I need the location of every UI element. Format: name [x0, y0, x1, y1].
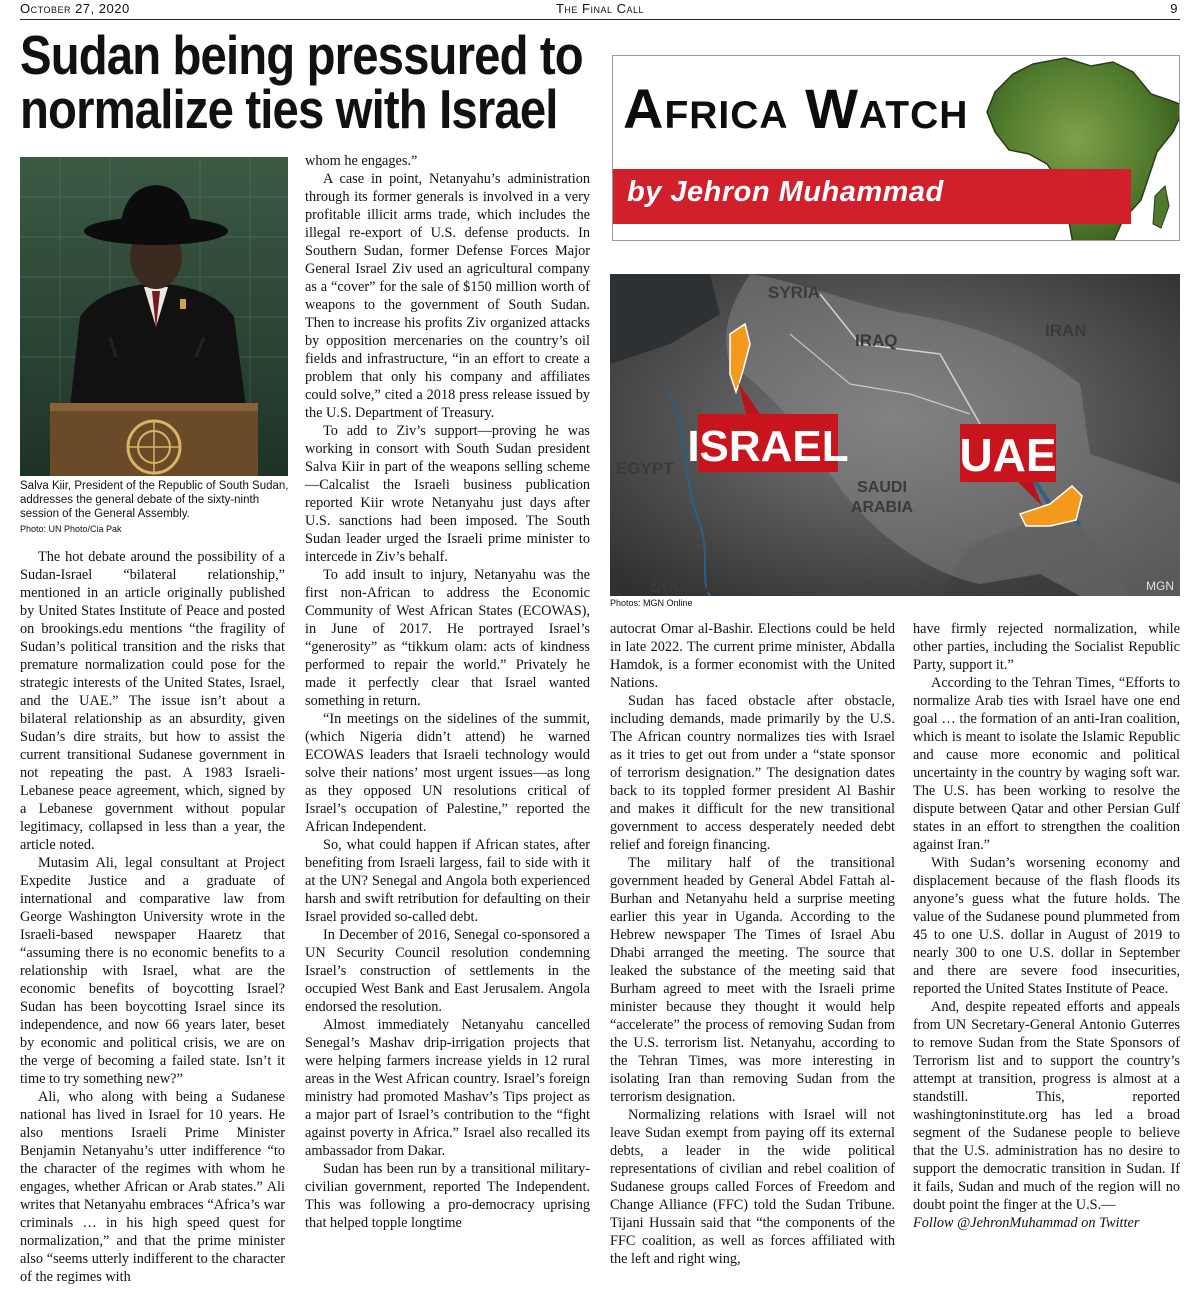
masthead	[20, 0, 1180, 20]
caption-text: Salva Kiir, President of the Republic of South Sudan, addresses the general debate of the sixty-ninth session of the General Assembly.	[20, 480, 289, 520]
israel-callout: ISRAEL	[687, 422, 849, 471]
paragraph: A case in point, Netanyahu’s administration through its former generals is involved in a very profitable illicit arms trade, which includes the illegal re-export of U.S. defense products. In Southern Sudan, former Defense Forces Major General Israel Ziv used an agricultural company as a “cover” for the sale of $150 million worth of weapons to the government of South Sudan. Then to increase his profits Ziv organized attacks by opposition mercenaries on the country’s oil fields and infrastructure, “in an effort to create a problem that only his company and affiliates could solve,” cited a 2018 press release issued by the U.S. Department of Treasury.	[305, 171, 590, 421]
paragraph: The hot debate around the possibility of a Sudan-Israel “bilateral relationship,” mentioned in an article originally published by United States Institute of Peace and posted on brookings.edu mentions “the fragility of Sudan’s political transition and the risks that premature normalization could pose for the strategic interests of the United States, Israel, and the UAE.” The issue isn’t about a bilateral relationship as an absurdity, given Sudan’s dire straits, but how to assist the current transitional Sudanese government in not repeating the past. A 1983 Israeli-Lebanese peace agreement, which, signed by a Lebanese government without popular legitimacy, collapsed in less than a year, the article noted.	[20, 549, 285, 853]
issue-date: October 27, 2020	[20, 1, 130, 16]
map-credit: Photos: MGN Online	[610, 598, 693, 608]
twitter-signoff: Follow @JehronMuhammad on Twitter	[913, 1215, 1140, 1231]
label-egypt: EGYPT	[616, 459, 674, 478]
paragraph: Sudan has been run by a transitional military-civilian government, reported The Independent. This was following a pro-democracy uprising that helped topple longtime	[305, 1161, 590, 1231]
label-iran: IRAN	[1045, 321, 1087, 340]
byline: by Jehron Muhammad	[627, 176, 944, 208]
paragraph: “In meetings on the sidelines of the summit, (which Nigeria didn’t attend) he warned ECOWAS leaders that Israeli technology would solve their nations’ most urgent issues—as long as they opposed UN resolutions critical of Israel’s occupation of Palestine,” reported the African Independent.	[305, 711, 590, 835]
map-watermark: MGN	[1146, 579, 1174, 593]
paragraph: Ali, who along with being a Sudanese national has lived in Israel for 10 years. He also mentions Israeli Prime Minister Benjamin Netanyahu’s utter indifference “to the character of the regimes with whom he engages, whether African or Arab states.” Ali writes that Netanyahu embraces “Africa’s war criminals … in his high speed quest for normalization,” and that the prime minister also “seems utterly indifferent to the character of the regimes with	[20, 1089, 285, 1285]
paragraph: Mutasim Ali, legal consultant at Project Expedite Justice and a graduate of international and comparative law from George Washington University wrote in the Israeli-based newspaper Haaretz that “assuming there is no economic benefits to a relationship with Israel, what are the economic benefits of boycotting Israel? Sudan has been boycotting Israel since its independence, and now 66 years later, beset by economic and political crisis, we are on the verge of becoming a failed state. Isn’t it time to try something new?”	[20, 855, 285, 1087]
paragraph-continued: whom he engages.”	[305, 153, 418, 169]
label-sudan: SUDAN	[650, 577, 711, 596]
headline-line-2: normalize ties with Israel	[20, 78, 558, 140]
paragraph: Sudan has faced obstacle after obstacle, including demands, made primarily by the U.S. The African country normalizes ties with Israel as it tries to get out from under a “state sponsor of terrorism designation.” The designation dates back to its toppled former president Al Bashir and makes it difficult for the new transitional government to access desperately needed debt relief and foreign financing.	[610, 693, 895, 853]
article-column-2	[305, 152, 590, 1290]
article-column-1	[20, 548, 285, 1290]
paper-name: The Final Call	[555, 1, 645, 16]
paragraph: The military half of the transitional government headed by General Abdel Fattah al-Burhan and Netanyahu held a surprise meeting earlier this year in Uganda. According to the Hebrew newspaper The Times of Israel Abu Dhabi arranged the meeting. The source that leaked the substance of the meeting said that Burham agreed to meet with the Israeli prime minister because they thought it would help “accelerate” the process of removing Sudan from the U.S. terrorism list. Netanyahu, according to the Tehran Times, was more interesting in isolating Iran than removing Sudan from the terrorism designation.	[610, 855, 895, 1105]
article-column-3	[610, 620, 895, 1290]
paragraph-continued: autocrat Omar al-Bashir. Elections could be held in late 2022. The current prime minister, Abdalla Hamdok, is a former economist with the United Nations.	[610, 621, 895, 691]
uae-callout: UAE	[959, 429, 1057, 481]
label-arabia: ARABIA	[850, 499, 914, 516]
page-number: 9	[1170, 1, 1178, 16]
salva-kiir-photo	[20, 157, 288, 476]
paragraph-continued: have firmly rejected normalization, while other parties, including the Socialist Republic Party, support it.”	[913, 621, 1180, 673]
label-syria: SYRIA	[768, 283, 820, 302]
paragraph: So, what could happen if African states, after benefiting from Israeli largess, fail to side with it at the UN? Senegal and Angola both experienced harsh and swift retribution for defaulting on their Israel provided so-called debt.	[305, 837, 590, 925]
paragraph: And, despite repeated efforts and appeals from UN Secretary-General Antonio Guterres to remove Sudan from the State Sponsors of Terrorism list and to support the country’s attempt at transition, progress is almost at a standstill. This, reported washingtoninstitute.org has led a broad segment of the Sudanese people to believe that the U.S. administration has no desire to support the democratic transition in Sudan. If it fails, Sudan and much of the region will no doubt point the finger at the U.S.—	[913, 999, 1180, 1213]
africa-watch-banner	[612, 55, 1180, 241]
article-column-4	[913, 620, 1180, 1290]
label-iraq: IRAQ	[855, 331, 898, 350]
photo-credit: Photo: UN Photo/Cia Pak	[20, 524, 122, 534]
photo-caption	[20, 479, 292, 536]
paragraph: Normalizing relations with Israel will not leave Sudan exempt from paying off its external debts, a leader in the wide political representations of civilian and rebel coalition of Sudanese groups called Forces of Freedom and Change Alliance (FFC) told the Sudan Tribune. Tijani Hussain said that “the components of the FFC coalition, as well as forces affiliated with the left and right wing,	[610, 1107, 895, 1267]
paragraph: Almost immediately Netanyahu cancelled Senegal’s Mashav drip-irrigation projects that were helping farmers increase yields in 12 rural areas in the West African country. Israel’s foreign ministry had promoted Mashav’s Tips project as a major part of Israel’s contribution to the “fight against poverty in Africa.” Israel also recalled its ambassador from Dakar.	[305, 1017, 590, 1159]
paragraph: According to the Tehran Times, “Efforts to normalize Arab ties with Israel have one end goal … the formation of an anti-Iran coalition, which is meant to isolate the Islamic Republic and cause more economic and political uncertainty in the country by waging soft war. The U.S. has been working to resolve the dispute between Qatar and other Persian Gulf states in an effort to strengthen the coalition against Iran.”	[913, 675, 1180, 853]
paragraph: To add to Ziv’s support—proving he was working in consort with South Sudan president Salva Kiir in part of the weapons selling scheme—Calcalist the Israeli business publication reported Kiir wrote Netanyahu just days after U.S. sanctions had been imposed. The South Sudan leader urged the Israeli prime minister to intercede in Ziv’s behalf.	[305, 423, 590, 565]
headline	[20, 24, 583, 140]
paragraph: In December of 2016, Senegal co-sponsored a UN Security Council resolution condemning Israel’s construction of settlements in the occupied West Bank and East Jerusalem. Angola endorsed the resolution.	[305, 927, 590, 1015]
paragraph: With Sudan’s worsening economy and displacement because of the flash floods its anyone’s guess what the future holds. The value of the Sudanese pound plummeted from 45 to one U.S. dollar in August of 2019 to nearly 300 to one U.S. dollar in September and there are severe food insecurities, reported the United States Institute of Peace.	[913, 855, 1180, 997]
paragraph: To add insult to injury, Netanyahu was the first non-African to address the Economic Community of West African States (ECOWAS), in June of 2017. He portrayed Israel’s “generosity” as “tikkum olam: acts of kindness performed to repair the world.” Privately he made it perfectly clear that Israel wanted something in return.	[305, 567, 590, 709]
label-saudi: SAUDI	[857, 479, 907, 496]
middle-east-map	[610, 274, 1180, 596]
headline-line-1: Sudan being pressured to	[20, 24, 583, 86]
section-kicker: Africa Watch	[623, 77, 969, 140]
